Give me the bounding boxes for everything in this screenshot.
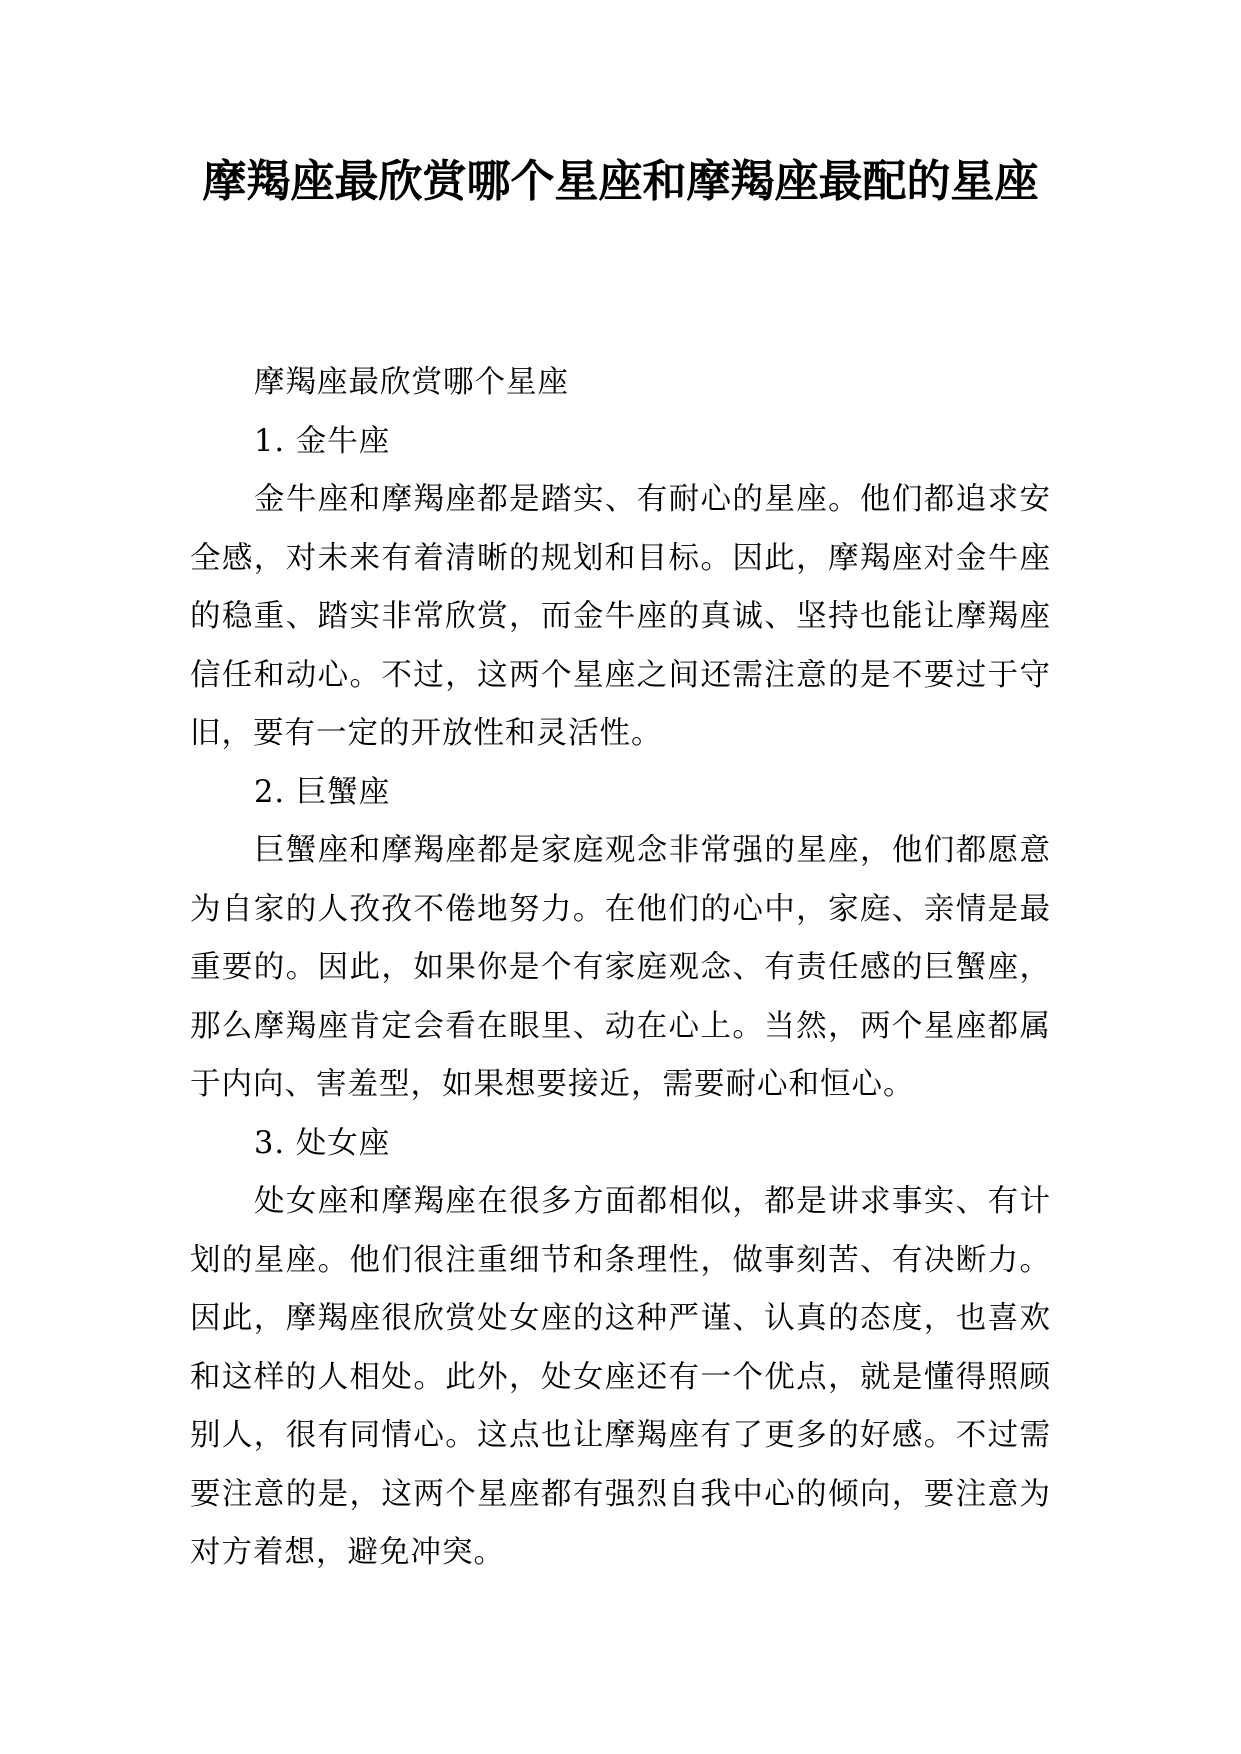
document-body xyxy=(190,354,1051,1583)
list-item-heading: 2. 巨蟹座 xyxy=(254,774,391,810)
document-title: 摩羯座最欣赏哪个星座和摩羯座最配的星座 xyxy=(202,156,1039,207)
body-paragraph: 处女座和摩羯座在很多方面都相似，都是讲求事实、有计划的星座。他们很注重细节和条理性，做事刻苦、有决断力。因此，摩羯座很欣赏处女座的这种严谨、认真的态度，也喜欢和这样的人相处。此外，处女座还有一个优点，就是懂得照顾别人，很有同情心。这点也让摩羯座有了更多的好感。不过需要注意的是，这两个星座都有强烈自我中心的倾向，要注意为对方着想，避免冲突。 xyxy=(190,1184,1051,1570)
body-paragraph: 巨蟹座和摩羯座都是家庭观念非常强的星座，他们都愿意为自家的人孜孜不倦地努力。在他们的心中，家庭、亲情是最重要的。因此，如果你是个有家庭观念、有责任感的巨蟹座，那么摩羯座肯定会看在眼里、动在心上。当然，两个星座都属于内向、害羞型，如果想要接近，需要耐心和恒心。 xyxy=(190,833,1051,1102)
list-item-heading: 1. 金牛座 xyxy=(254,423,391,459)
section-heading: 摩羯座最欣赏哪个星座 xyxy=(254,365,569,400)
list-item-heading: 3. 处女座 xyxy=(254,1125,391,1161)
body-paragraph: 金牛座和摩羯座都是踏实、有耐心的星座。他们都追求安全感，对未来有着清晰的规划和目标。因此，摩羯座对金牛座的稳重、踏实非常欣赏，而金牛座的真诚、坚持也能让摩羯座信任和动心。不过，这两个星座之间还需注意的是不要过于守旧，要有一定的开放性和灵活性。 xyxy=(190,482,1051,751)
